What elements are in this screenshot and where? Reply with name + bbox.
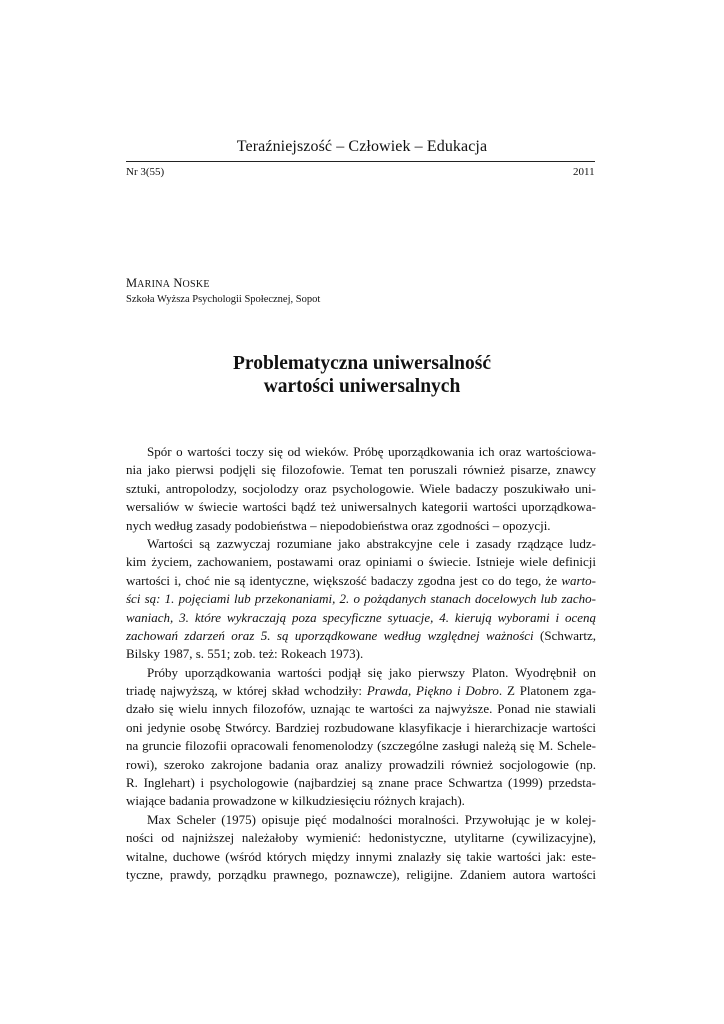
text-line: ści są: 1. pojęciami lub przekonaniami, 2. o pożądanych stanach docelowych lub zacho-: [126, 591, 596, 607]
text-line: wiające badania prowadzone w kilkudziesięciu różnych krajach).: [126, 793, 465, 809]
text-line: Max Scheler (1975) opisuje pięć modalności moralności. Przywołując je w kolej-: [147, 811, 596, 827]
text-line: nych według zasady podobieństwa – niepodobieństwa oraz zgodności – opozycji.: [126, 517, 551, 533]
text-line: ności od najniższej należałoby wymienić: hedonistyczne, utylitarne (cywilizacyjne),: [126, 830, 596, 846]
text-line: wersaliów w świecie wartości bądź też uniwersalnych kategorii wartości uporządkowa-: [126, 499, 596, 515]
text-span-italic: Prawda, Piękno i Dobro: [366, 683, 499, 699]
text-line: sztuki, antropolodzy, socjolodzy oraz psychologowie. Wiele badaczy poszukiwało uni-: [126, 480, 596, 496]
text-line: nia jako pierwsi podjęli się filozofowie. Temat ten poruszali również pisarze, znawcy: [126, 462, 596, 478]
text-line: oni jedynie osobę Stwórcy. Bardziej rozbudowane klasyfikacje i hierarchizacje wartości: [126, 719, 596, 735]
text-span: triadę najwyższą, w której skład wchodziły:: [126, 683, 367, 699]
text-line: rowi), szeroko zakrojone badania oraz analizy prowadzili również socjologowie (np.: [126, 756, 596, 772]
text-line: witalne, duchowe (wśród których między innymi znalazły się takie wartości jak: este-: [126, 848, 596, 864]
text-span: . Z Platonem zga-: [498, 683, 596, 699]
author-first-rest: ARINA: [137, 279, 171, 290]
text-line: R. Inglehart) i psychologowie (najbardziej są znane prace Schwartza (1999) przedsta-: [126, 775, 596, 791]
text-line: tyczne, prawdy, porządku prawnego, poznawcze), religijne. Zdaniem autora wartości: [126, 866, 596, 882]
author-first-initial: M: [126, 276, 138, 290]
author-affiliation: Szkoła Wyższa Psychologii Społecznej, Sopot: [126, 294, 321, 305]
text-line: [126, 627, 596, 645]
text-line: [126, 572, 596, 590]
text-line: Spór o wartości toczy się od wieków. Próbę uporządkowania ich oraz wartościowa-: [147, 444, 596, 459]
text-span-italic: zachowań zdarzeń oraz 5. są uporządkowane według względnej ważności: [126, 627, 534, 643]
text-line: dzało się wielu innych filozofów, uznając te wartości za najwyższe. Ponad nie stawiali: [126, 701, 596, 717]
author-last-initial: N: [173, 276, 183, 290]
journal-title: Teraźniejszość – Człowiek – Edukacja: [236, 138, 488, 155]
body-text: [126, 443, 596, 884]
issue-number: Nr 3(55): [126, 166, 165, 178]
text-line: kim życiem, zachowaniem, postawami oraz opiniami o świecie. Istnieje wiele definicji: [126, 554, 596, 570]
publication-year: 2011: [573, 166, 595, 178]
author-name: [126, 276, 210, 291]
paper-title-line: wartości uniwersalnych: [263, 376, 461, 397]
author-last-rest: OSKE: [182, 279, 210, 290]
text-span-italic: warto-: [561, 572, 596, 588]
text-line: Próby uporządkowania wartości podjął się jako pierwszy Platon. Wyodrębnił on: [147, 664, 596, 680]
text-span: (Schwartz,: [533, 627, 596, 643]
paper-title-line: Problematyczna uniwersalność: [233, 353, 491, 374]
text-line: [126, 682, 596, 700]
text-line: waniach, 3. które wykraczają poza specyficzne sytuacje, 4. kierują wyborami i oceną: [126, 609, 596, 625]
text-line: Bilsky 1987, s. 551; zob. też: Rokeach 1973).: [126, 646, 364, 662]
text-span: wartości i, choć nie są identyczne, większość badaczy zgodna jest co do tego, że: [126, 572, 562, 588]
header-rule: [126, 161, 595, 162]
text-line: na gruncie filozofii opracowali fenomenolodzy (szczególne zasługi należą się M. Schele-: [126, 738, 596, 754]
paper-title: [0, 352, 724, 398]
text-line: Wartości są zazwyczaj rozumiane jako abstrakcyjne cele i zasady rządzące ludz-: [147, 535, 596, 551]
